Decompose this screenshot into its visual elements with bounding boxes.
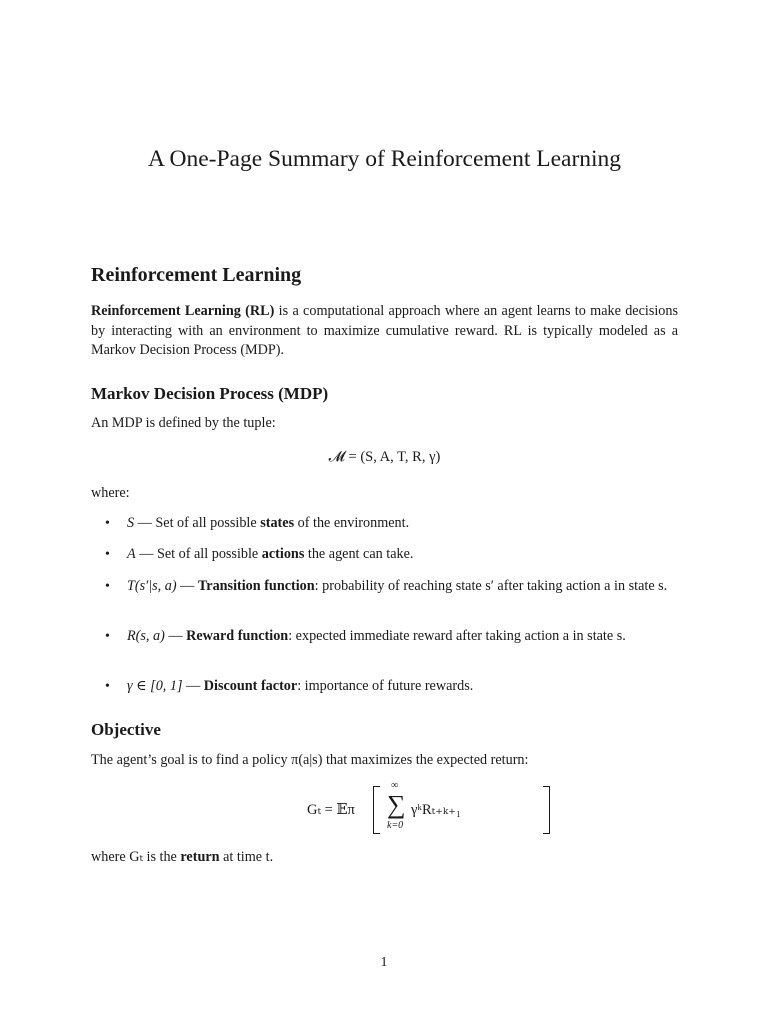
bullet-icon: • bbox=[105, 547, 110, 562]
section-heading-rl: Reinforcement Learning bbox=[91, 264, 302, 286]
symbol: γ ∈ [0, 1] bbox=[127, 678, 183, 694]
return-lhs: Gₜ = 𝔼π bbox=[307, 802, 355, 818]
rl-term: Reinforcement Learning (RL) bbox=[91, 303, 275, 319]
subsection-heading-objective: Objective bbox=[91, 720, 161, 739]
objective-lead: The agent’s goal is to find a policy π(a|s) that maximizes the expected return: bbox=[91, 752, 529, 768]
sum-lower-limit: k=0 bbox=[387, 820, 404, 831]
bullet-icon: • bbox=[105, 516, 110, 531]
summation-icon: ∑ bbox=[387, 790, 406, 819]
symbol: A bbox=[127, 546, 136, 562]
document-title: A One-Page Summary of Reinforcement Learning bbox=[147, 146, 622, 172]
right-bracket bbox=[543, 786, 550, 834]
rl-intro-text: is a computational approach where an agent learns to make decisions by interacting with an environment to maximize cumulative reward. RL is typically modeled as a Markov Decision Process (MDP). bbox=[91, 303, 678, 358]
mdp-lead: An MDP is defined by the tuple: bbox=[91, 415, 276, 431]
bullet-icon: • bbox=[105, 679, 110, 694]
list-item: • γ ∈ [0, 1] — Discount factor: importance of future rewards. bbox=[127, 677, 678, 697]
symbol: R(s, a) bbox=[127, 628, 165, 644]
left-bracket bbox=[373, 786, 380, 834]
return-equation bbox=[307, 780, 557, 836]
mdp-tuple-equation: 𝓜 = (S, A, T, R, γ) bbox=[328, 449, 441, 465]
subsection-heading-mdp: Markov Decision Process (MDP) bbox=[91, 384, 329, 403]
bullet-icon: • bbox=[105, 629, 110, 644]
list-item: • R(s, a) — Reward function: expected immediate reward after taking action a in state s. bbox=[127, 627, 678, 647]
page-number: 1 bbox=[380, 955, 388, 970]
list-item: • A — Set of all possible actions the agent can take. bbox=[127, 545, 678, 565]
list-item: • T(s′|s, a) — Transition function: probability of reaching state s′ after taking action a in state s. bbox=[127, 577, 678, 597]
rl-intro-paragraph bbox=[91, 302, 678, 361]
return-definition: where Gₜ is the return at time t. bbox=[91, 849, 274, 865]
sum-body: γᵏRₜ₊ₖ₊₁ bbox=[411, 802, 461, 818]
sum-upper-limit: ∞ bbox=[391, 780, 399, 791]
symbol: T(s′|s, a) bbox=[127, 578, 177, 594]
where-label: where: bbox=[91, 485, 130, 501]
bullet-icon: • bbox=[105, 579, 110, 594]
symbol: S bbox=[127, 515, 135, 531]
list-item: • S — Set of all possible states of the environment. bbox=[127, 514, 678, 534]
